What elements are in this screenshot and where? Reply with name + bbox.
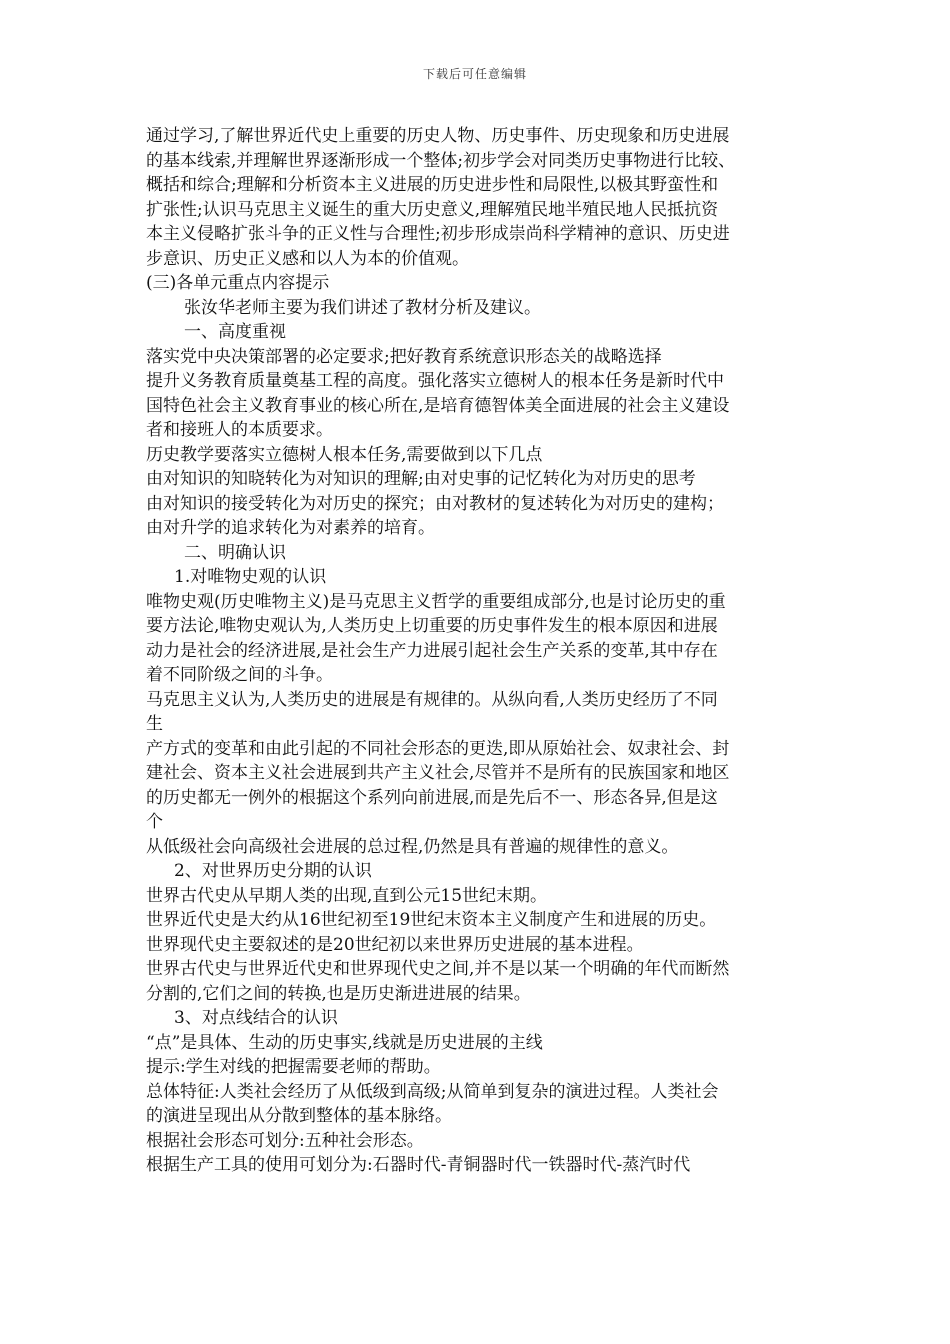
text-line: 二、明确认识	[184, 542, 286, 563]
text-line: 由对知识的接受转化为对历史的探究；由对教材的复述转化为对历史的建构；	[146, 493, 724, 514]
text-line: 个	[146, 812, 163, 832]
text-line: 世界古代史与世界近代史和世界现代史之间,并不是以某一个明确的年代而断然	[146, 959, 730, 979]
text-line: 由对知识的知晓转化为对知识的理解;由对史事的记忆转化为对历史的思考	[146, 469, 696, 489]
text-line: 落实党中央决策部署的必定要求;把好教育系统意识形态关的战略选择	[146, 346, 662, 367]
page-header-note: 下载后可任意编辑	[422, 67, 527, 81]
text-line: 提升义务教育质量奠基工程的高度。强化落实立德树人的根本任务是新时代中	[146, 371, 724, 391]
text-line: 历史教学要落实立德树人根本任务,需要做到以下几点	[146, 444, 543, 465]
text-line: (三)各单元重点内容提示	[146, 273, 330, 293]
text-line: 一、高度重视	[184, 322, 286, 342]
text-line: “点”是具体、生动的历史事实,线就是历史进展的主线	[146, 1032, 543, 1053]
text-line: 2、对世界历史分期的认识	[174, 861, 372, 881]
text-line: 的演进呈现出从分散到整体的基本脉络。	[146, 1106, 452, 1126]
text-line: 建社会、资本主义社会进展到共产主义社会,尽管并不是所有的民族国家和地区	[146, 763, 730, 783]
text-line: 动力是社会的经济进展,是社会生产力进展引起社会生产关系的变革,其中存在	[146, 640, 718, 661]
text-line: 由对升学的追求转化为对素养的培育。	[146, 518, 435, 538]
text-line: 分割的,它们之间的转换,也是历史渐进进展的结果。	[146, 983, 531, 1004]
document-body	[146, 124, 811, 1178]
text-line: 步意识、历史正义感和以人为本的价值观。	[146, 248, 469, 269]
text-line: 3、对点线结合的认识	[174, 1008, 338, 1028]
text-line: 唯物史观(历史唯物主义)是马克思主义哲学的重要组成部分,也是讨论历史的重	[146, 591, 726, 612]
text-line: 者和接班人的本质要求。	[146, 420, 333, 440]
text-line: 根据生产工具的使用可划分为:石器时代-青铜器时代一铁器时代-蒸汽时代	[146, 1155, 691, 1175]
text-line: 要方法论,唯物史观认为,人类历史上切重要的历史事件发生的根本原因和进展	[146, 616, 718, 636]
text-line: 总体特征:人类社会经历了从低级到高级;从简单到复杂的演进过程。人类社会	[146, 1081, 719, 1102]
text-line: 通过学习,了解世界近代史上重要的历史人物、历史事件、历史现象和历史进展	[146, 126, 730, 146]
text-line: 从低级社会向高级社会进展的总过程,仍然是具有普遍的规律性的意义。	[146, 836, 679, 857]
text-line: 1.对唯物史观的认识	[174, 567, 327, 587]
text-line: 世界近代史是大约从16世纪初至19世纪末资本主义制度产生和进展的历史。	[146, 910, 717, 930]
text-line: 概括和综合;理解和分析资本主义进展的历史进步性和局限性,以极其野蛮性和	[146, 175, 719, 195]
text-line: 世界现代史主要叙述的是20世纪初以来世界历史进展的基本进程。	[146, 934, 644, 955]
text-line: 产方式的变革和由此引起的不同社会形态的更迭,即从原始社会、奴隶社会、封	[146, 738, 730, 759]
text-line: 扩张性;认识马克思主义诞生的重大历史意义,理解殖民地半殖民地人民抵抗资	[146, 199, 719, 220]
text-line: 马克思主义认为,人类历史的进展是有规律的。从纵向看,人类历史经历了不同	[146, 689, 718, 710]
text-line: 提示:学生对线的把握需要老师的帮助。	[146, 1057, 441, 1077]
text-line: 根据社会形态可划分:五种社会形态。	[146, 1130, 424, 1151]
text-line: 世界古代史从早期人类的出现,直到公元15世纪末期。	[146, 885, 548, 906]
text-line: 本主义侵略扩张斗争的正义性与合理性;初步形成崇尚科学精神的意识、历史进	[146, 224, 730, 244]
text-line: 张汝华老师主要为我们讲述了教材分析及建议。	[184, 297, 541, 318]
text-line: 国特色社会主义教育事业的核心所在,是培育德智体美全面进展的社会主义建设	[146, 395, 730, 416]
text-line: 的历史都无一例外的根据这个系列向前进展,而是先后不一、形态各异,但是这	[146, 787, 718, 808]
text-line: 的基本线索,并理解世界逐渐形成一个整体;初步学会对同类历史事物进行比较、	[146, 150, 736, 171]
text-line: 生	[146, 714, 163, 734]
text-line: 着不同阶级之间的斗争。	[146, 665, 333, 685]
